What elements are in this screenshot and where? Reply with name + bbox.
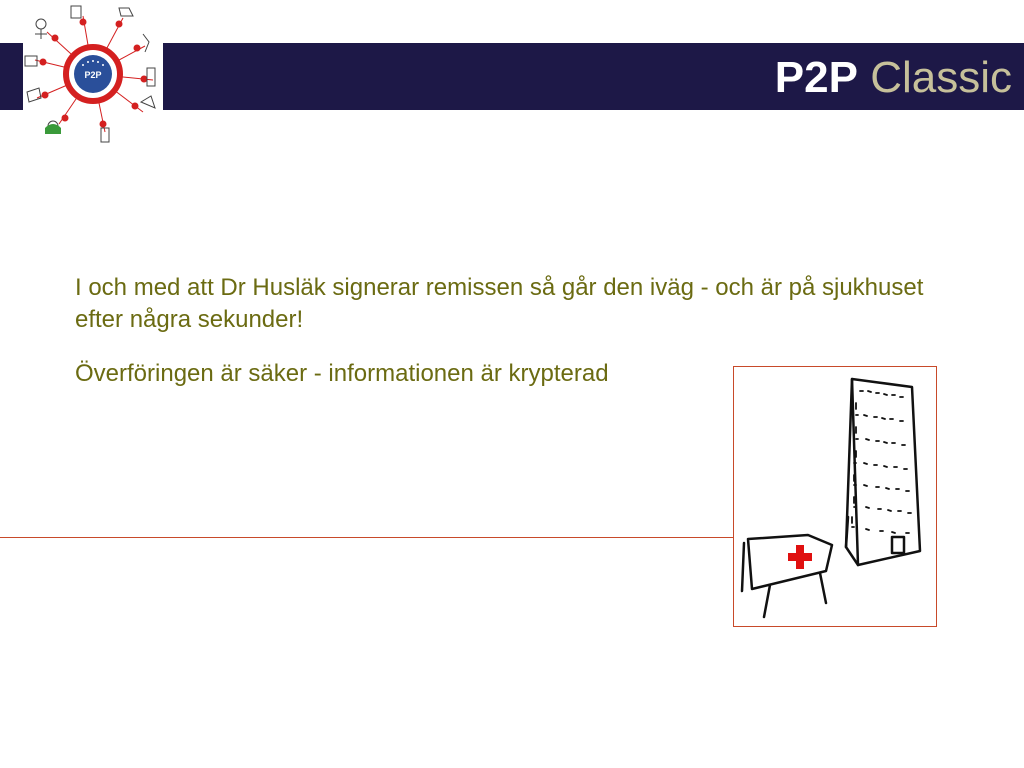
hospital-illustration (733, 366, 937, 627)
paragraph-signing: I och med att Dr Husläk signerar remissen så går den iväg - och är på sjukhuset efter några sekunder! (75, 274, 924, 333)
title-bold: P2P (774, 53, 858, 102)
divider-line (0, 537, 734, 538)
title-light: Classic (870, 53, 1012, 102)
paragraph-encryption: Överföringen är säker - informationen är krypterad (75, 360, 609, 387)
hospital-sketch-icon (734, 367, 936, 626)
slide-title (775, 53, 1012, 103)
p2p-cycle-icon (23, 2, 163, 152)
p2p-logo (23, 2, 163, 152)
logo-center-text: P2P (84, 70, 102, 80)
